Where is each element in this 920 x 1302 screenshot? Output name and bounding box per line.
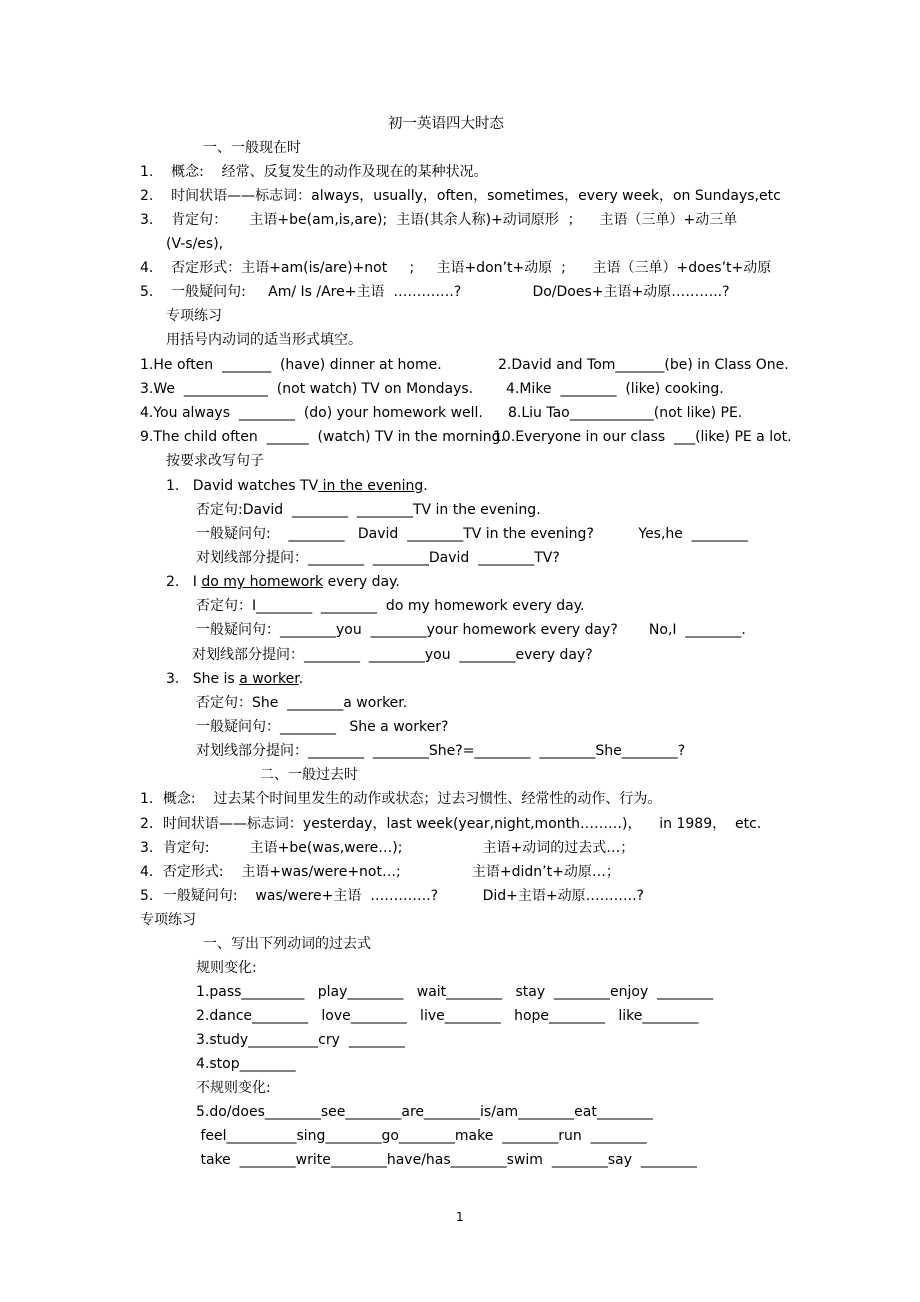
fill-item: 3.We ____________ (not watch) TV on Mondays. xyxy=(140,381,474,397)
s1-item-3-cont: (V-s/es), xyxy=(166,236,224,252)
rewrite-text: David watches TV xyxy=(192,478,319,494)
section1-heading: 一、一般现在时 xyxy=(203,140,301,156)
regular-row: 4.stop________ xyxy=(196,1056,296,1072)
s1-item-2: 2. 时间状语——标志词：always，usually，often，sometimes，every week，on Sundays,etc xyxy=(140,188,781,204)
fill-item: 9.The child often ______ (watch) TV in the morning. xyxy=(140,429,505,445)
fill-item: 8.Liu Tao____________(not like) PE. xyxy=(508,405,743,421)
s2-item-5: 5．一般疑问句: was/were+主语 ………….? Did+主语+动原………..? xyxy=(140,888,644,904)
s2-item-3: 3．肯定句: 主语+be(was,were…); 主语+动词的过去式…； xyxy=(140,840,635,856)
underlined-phrase: do my homework xyxy=(201,574,324,590)
regular-row: 3.study__________cry ________ xyxy=(196,1032,405,1048)
rewrite-line: 一般疑问句：________ She a worker? xyxy=(196,719,449,735)
rewrite-text: . xyxy=(298,671,304,687)
rewrite-text: . xyxy=(423,478,428,494)
rewrite-line: 对划线部分提问：________ ________David ________TV? xyxy=(196,550,560,566)
s1-item-5: 5. 一般疑问句: Am/ Is /Are+主语 ………….? Do/Does+主语+动原………..? xyxy=(140,284,730,300)
s1-practice-label: 专项练习 xyxy=(166,308,222,324)
rewrite-text: She is xyxy=(192,671,240,687)
s2-item-2: 2．时间状语——标志词：yesterday，last week(year,night,month………)， in 1989， etc. xyxy=(140,816,762,832)
section2-heading: 二、一般过去时 xyxy=(260,767,358,783)
s1-fill-instruction: 用括号内动词的适当形式填空。 xyxy=(166,332,362,348)
underlined-phrase: in the evening xyxy=(318,478,424,494)
rewrite-text: every day. xyxy=(323,574,400,590)
regular-row: 2.dance________ love________ live________ hope________ like________ xyxy=(196,1008,699,1024)
rewrite-line: 否定句:David ________ ________TV in the evening. xyxy=(196,502,541,518)
fill-item: 4.You always ________ (do) your homework well. xyxy=(140,405,483,421)
irregular-label: 不规则变化: xyxy=(196,1080,271,1096)
rewrite-sentence-3 xyxy=(166,669,303,689)
rewrite-number: 1. xyxy=(166,478,180,494)
underlined-phrase: a worker xyxy=(239,671,299,687)
fill-item: 10.Everyone in our class ___(like) PE a lot. xyxy=(493,429,792,445)
regular-label: 规则变化: xyxy=(196,960,257,976)
s1-rewrite-instruction: 按要求改写句子 xyxy=(166,453,264,469)
rewrite-line: 一般疑问句: ________ David ________TV in the evening? Yes,he ________ xyxy=(196,526,748,542)
rewrite-sentence-2 xyxy=(166,572,400,592)
irregular-row: take ________write________have/has________swim ________say ________ xyxy=(196,1152,697,1168)
rewrite-line: 否定句：She ________a worker. xyxy=(196,695,408,711)
rewrite-line: 对划线部分提问：________ ________She?=________ ________She________? xyxy=(196,743,686,759)
irregular-row: 5.do/does________see________are________is/am________eat________ xyxy=(196,1104,653,1120)
fill-item: 1.He often _______ (have) dinner at home. xyxy=(140,357,442,373)
s2-practice-label: 专项练习 xyxy=(140,912,196,928)
s2-item-1: 1．概念: 过去某个时间里发生的动作或状态；过去习惯性、经常性的动作、行为。 xyxy=(140,791,662,807)
irregular-row: feel__________sing________go________make ________run ________ xyxy=(196,1128,647,1144)
fill-item: 4.Mike ________ (like) cooking. xyxy=(506,381,724,397)
fill-item: 2.David and Tom_______(be) in Class One. xyxy=(498,357,789,373)
s1-item-4: 4. 否定形式：主语+am(is/are)+not ; 主语+don’t+动原 ; 主语（三单）+does’t+动原 xyxy=(140,260,772,276)
rewrite-text: I xyxy=(192,574,202,590)
page-title: 初一英语四大时态 xyxy=(388,116,504,132)
rewrite-number: 2. xyxy=(166,574,180,590)
s2-item-4: 4．否定形式: 主语+was/were+not…; 主语+didn’t+动原…； xyxy=(140,864,620,880)
rewrite-line: 否定句：I________ ________ do my homework every day. xyxy=(196,598,585,614)
rewrite-number: 3. xyxy=(166,671,180,687)
rewrite-sentence-1 xyxy=(166,476,428,496)
rewrite-line: 对划线部分提问：________ ________you ________every day? xyxy=(192,647,593,663)
rewrite-line: 一般疑问句：________you ________your homework every day? No,I ________. xyxy=(196,622,746,638)
s1-item-3: 3. 肯定句： 主语+be(am,is,are); 主语(其余人称)+动词原形 ； 主语（三单）+动三单 xyxy=(140,212,738,228)
page-number: 1 xyxy=(456,1210,464,1224)
regular-row: 1.pass_________ play________ wait________ stay ________enjoy ________ xyxy=(196,984,714,1000)
s1-item-1: 1. 概念: 经常、反复发生的动作及现在的某种状况。 xyxy=(140,164,488,180)
s2-sub-heading: 一、写出下列动词的过去式 xyxy=(203,936,371,952)
